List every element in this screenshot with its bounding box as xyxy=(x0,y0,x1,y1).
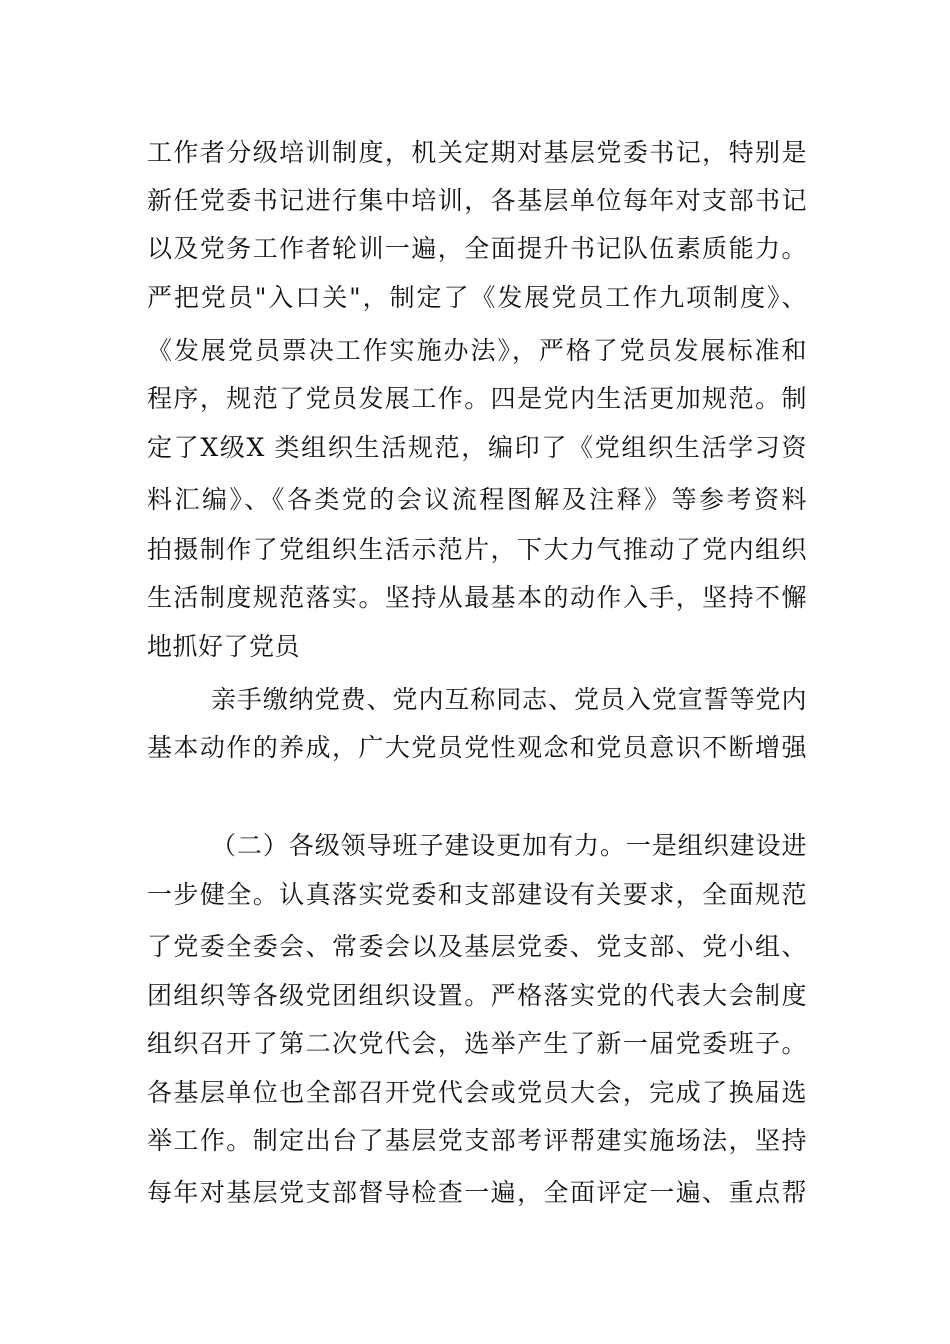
section-heading-line: （二）各级领导班子建设更加有力。一是组织建设进 xyxy=(211,831,807,860)
text-line: 团组织等各级党团组织设置。严格落实党的代表大会制度 xyxy=(147,981,807,1010)
text-line: 生活制度规范落实。坚持从最基本的动作入手，坚持不懈 xyxy=(147,583,807,612)
text-line: 程序，规范了党员发展工作。四是党内生活更加规范。制 xyxy=(147,384,807,413)
text-line: 料汇编》、《各类党的会议流程图解及注释》等参考资料 xyxy=(147,485,807,514)
text-line: 工作者分级培训制度，机关定期对基层党委书记，特别是 xyxy=(147,138,807,167)
text-line: 定了X级X 类组织生活规范，编印了《党组织生活学习资 xyxy=(147,433,807,462)
text-line: 拍摄制作了党组织生活示范片，下大力气推动了党内组织 xyxy=(147,535,807,564)
text-line: 新任党委书记进行集中培训，各基层单位每年对支部书记 xyxy=(147,186,807,215)
text-line: 了党委全委会、常委会以及基层党委、党支部、党小组、 xyxy=(147,932,807,961)
text-line: 以及党务工作者轮训一遍，全面提升书记队伍素质能力。 xyxy=(147,234,807,263)
text-line: 每年对基层党支部督导检查一遍，全面评定一遍、重点帮 xyxy=(147,1178,807,1207)
text-line: 组织召开了第二次党代会，选举产生了新一届党委班子。 xyxy=(147,1029,807,1058)
text-line: 《发展党员票决工作实施办法》，严格了党员发展标准和 xyxy=(147,336,807,365)
text-line: 地抓好了党员 xyxy=(147,632,301,661)
text-line: 一步健全。认真落实党委和支部建设有关要求，全面规范 xyxy=(147,880,807,909)
text-line: 各基层单位也全部召开党代会或党员大会，完成了换届选 xyxy=(147,1078,807,1107)
text-line: 基本动作的养成，广大党员党性观念和党员意识不断增强 xyxy=(147,733,807,762)
text-line: 严把党员"入口关"，制定了《发展党员工作九项制度》、 xyxy=(147,283,807,312)
text-line: 举工作。制定出台了基层党支部考评帮建实施场法，坚持 xyxy=(147,1126,807,1155)
paragraph-first-line: 亲手缴纳党费、党内互称同志、党员入党宣誓等党内 xyxy=(211,685,807,714)
